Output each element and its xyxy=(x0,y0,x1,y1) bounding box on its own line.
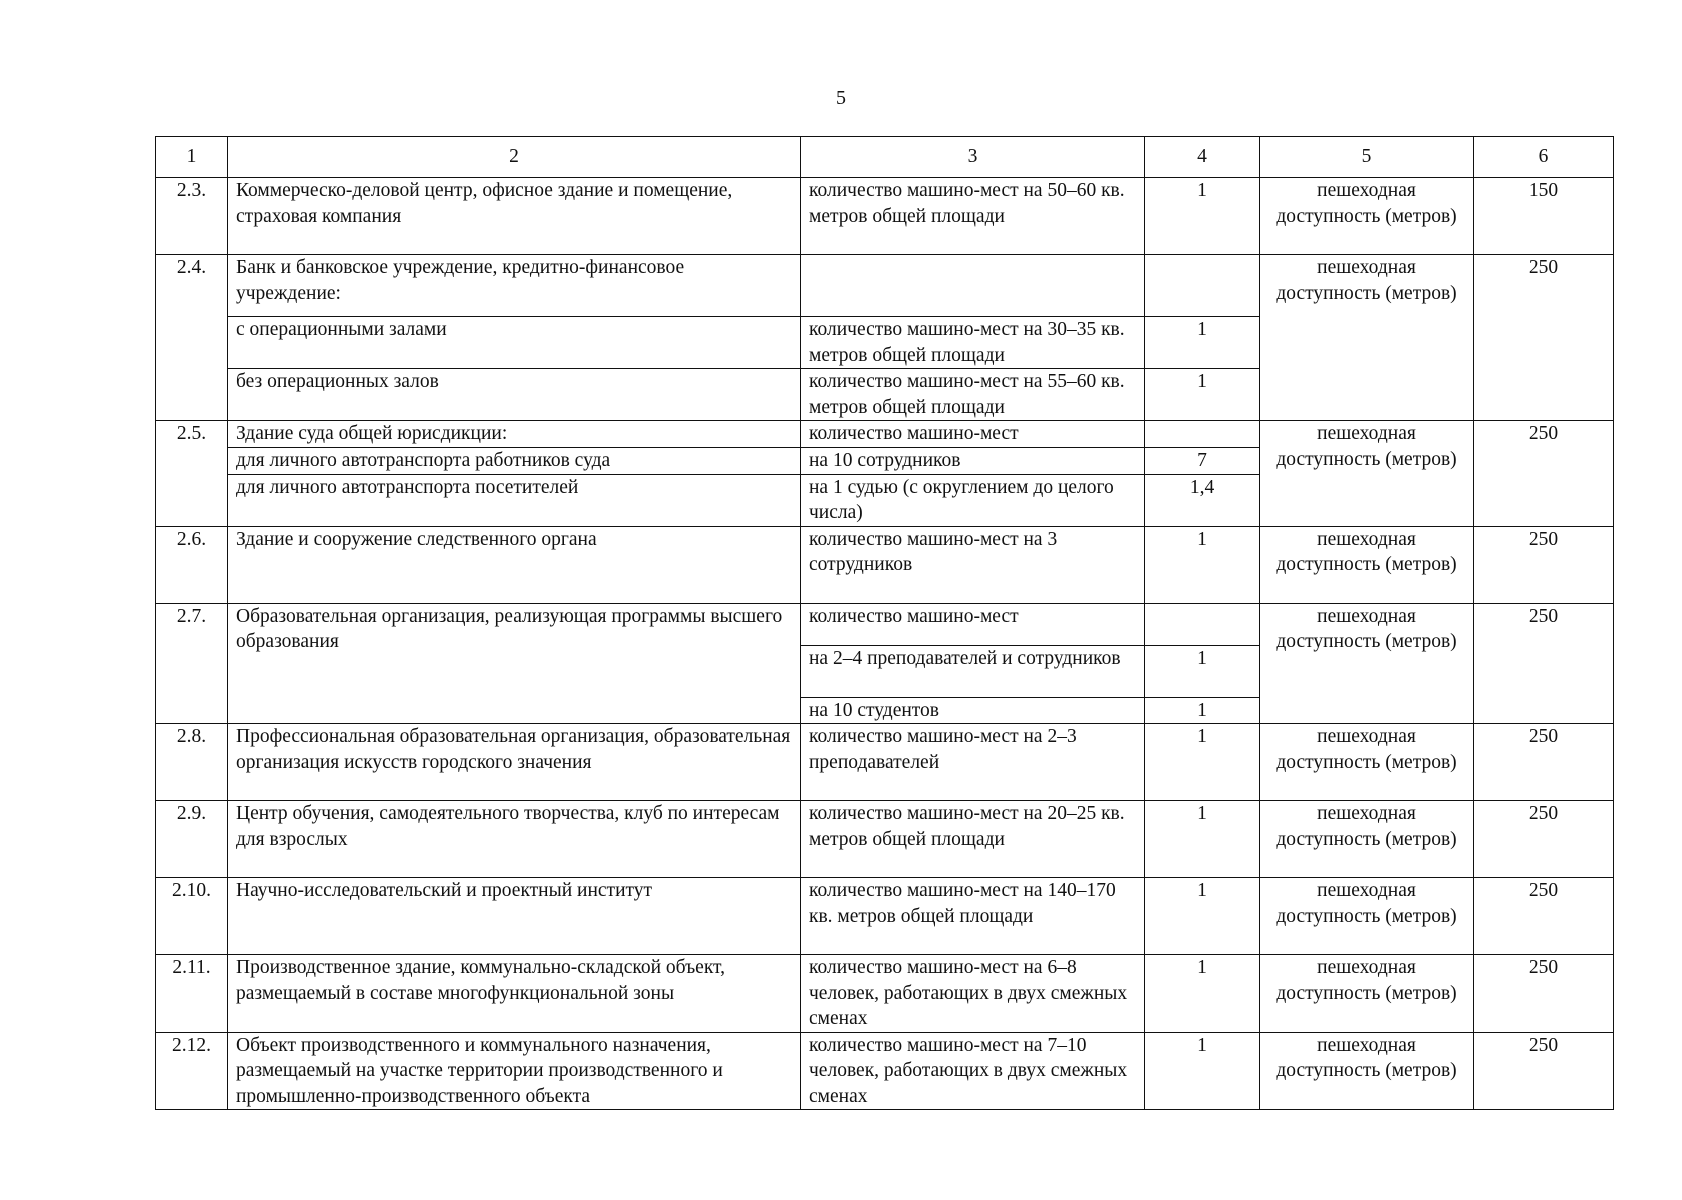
item-number: 2.10. xyxy=(156,878,228,955)
distance-meters: 250 xyxy=(1474,526,1614,603)
item-number: 2.12. xyxy=(156,1032,228,1110)
calculation-unit xyxy=(801,255,1145,317)
table-row xyxy=(156,421,1614,448)
accessibility-type: пешеходная доступность (метров) xyxy=(1260,421,1474,527)
object-type: Объект производственного и коммунального назначения, размещаемый на участке территории производственного и промышленно-производственного объекта xyxy=(228,1032,801,1110)
table-row xyxy=(156,955,1614,1033)
object-subtype: с операционными залами xyxy=(228,317,801,369)
calculation-unit: количество машино-мест xyxy=(801,603,1145,645)
spaces-count: 1,4 xyxy=(1145,474,1260,526)
calculation-unit: на 10 сотрудников xyxy=(801,448,1145,475)
accessibility-type: пешеходная доступность (метров) xyxy=(1260,724,1474,801)
table-row xyxy=(156,878,1614,955)
spaces-count xyxy=(1145,603,1260,645)
calculation-unit: количество машино-мест на 50–60 кв. метров общей площади xyxy=(801,178,1145,255)
header-cell: 2 xyxy=(228,137,801,178)
object-type: Производственное здание, коммунально-складской объект, размещаемый в составе многофункциональной зоны xyxy=(228,955,801,1033)
distance-meters: 250 xyxy=(1474,421,1614,527)
calculation-unit: количество машино-мест на 140–170 кв. метров общей площади xyxy=(801,878,1145,955)
item-number: 2.11. xyxy=(156,955,228,1033)
accessibility-type: пешеходная доступность (метров) xyxy=(1260,255,1474,421)
item-number: 2.4. xyxy=(156,255,228,421)
item-number: 2.8. xyxy=(156,724,228,801)
header-cell: 6 xyxy=(1474,137,1614,178)
item-number: 2.3. xyxy=(156,178,228,255)
object-type: Профессиональная образовательная организация, образовательная организация искусств городского значения xyxy=(228,724,801,801)
header-cell: 1 xyxy=(156,137,228,178)
calculation-unit: на 2–4 преподавателей и сотрудников xyxy=(801,645,1145,697)
accessibility-type: пешеходная доступность (метров) xyxy=(1260,1032,1474,1110)
spaces-count: 1 xyxy=(1145,1032,1260,1110)
object-type: Банк и банковское учреждение, кредитно-финансовое учреждение: xyxy=(228,255,801,317)
accessibility-type: пешеходная доступность (метров) xyxy=(1260,801,1474,878)
calculation-unit: количество машино-мест на 7–10 человек, работающих в двух смежных сменах xyxy=(801,1032,1145,1110)
table-row xyxy=(156,526,1614,603)
calculation-unit: количество машино-мест на 3 сотрудников xyxy=(801,526,1145,603)
spaces-count: 1 xyxy=(1145,955,1260,1033)
spaces-count: 1 xyxy=(1145,526,1260,603)
distance-meters: 250 xyxy=(1474,1032,1614,1110)
spaces-count: 1 xyxy=(1145,369,1260,421)
distance-meters: 150 xyxy=(1474,178,1614,255)
table-row xyxy=(156,178,1614,255)
distance-meters: 250 xyxy=(1474,255,1614,421)
spaces-count: 1 xyxy=(1145,645,1260,697)
object-subtype: без операционных залов xyxy=(228,369,801,421)
distance-meters: 250 xyxy=(1474,955,1614,1033)
table-header-row xyxy=(156,137,1614,178)
distance-meters: 250 xyxy=(1474,878,1614,955)
distance-meters: 250 xyxy=(1474,603,1614,724)
accessibility-type: пешеходная доступность (метров) xyxy=(1260,955,1474,1033)
calculation-unit: количество машино-мест на 30–35 кв. метров общей площади xyxy=(801,317,1145,369)
calculation-unit: количество машино-мест на 20–25 кв. метров общей площади xyxy=(801,801,1145,878)
accessibility-type: пешеходная доступность (метров) xyxy=(1260,603,1474,724)
header-cell: 4 xyxy=(1145,137,1260,178)
header-cell: 5 xyxy=(1260,137,1474,178)
accessibility-type: пешеходная доступность (метров) xyxy=(1260,878,1474,955)
spaces-count: 1 xyxy=(1145,724,1260,801)
header-cell: 3 xyxy=(801,137,1145,178)
item-number: 2.6. xyxy=(156,526,228,603)
table-row xyxy=(156,1032,1614,1110)
spaces-count xyxy=(1145,421,1260,448)
page-number: 5 xyxy=(836,87,846,109)
accessibility-type: пешеходная доступность (метров) xyxy=(1260,526,1474,603)
object-type: Центр обучения, самодеятельного творчества, клуб по интересам для взрослых xyxy=(228,801,801,878)
distance-meters: 250 xyxy=(1474,724,1614,801)
item-number: 2.5. xyxy=(156,421,228,527)
spaces-count: 1 xyxy=(1145,878,1260,955)
table-row xyxy=(156,255,1614,317)
table-row xyxy=(156,724,1614,801)
distance-meters: 250 xyxy=(1474,801,1614,878)
object-subtype: для личного автотранспорта посетителей xyxy=(228,474,801,526)
spaces-count: 1 xyxy=(1145,697,1260,724)
calculation-unit: количество машино-мест xyxy=(801,421,1145,448)
calculation-unit: количество машино-мест на 55–60 кв. метров общей площади xyxy=(801,369,1145,421)
object-type: Коммерческо-деловой центр, офисное здание и помещение, страховая компания xyxy=(228,178,801,255)
spaces-count: 1 xyxy=(1145,178,1260,255)
object-type: Здание и сооружение следственного органа xyxy=(228,526,801,603)
object-type: Здание суда общей юрисдикции: xyxy=(228,421,801,448)
accessibility-type: пешеходная доступность (метров) xyxy=(1260,178,1474,255)
item-number: 2.7. xyxy=(156,603,228,724)
calculation-unit: количество машино-мест на 6–8 человек, работающих в двух смежных сменах xyxy=(801,955,1145,1033)
object-type: Образовательная организация, реализующая программы высшего образования xyxy=(228,603,801,724)
spaces-count: 1 xyxy=(1145,801,1260,878)
object-type: Научно-исследовательский и проектный институт xyxy=(228,878,801,955)
calculation-unit: на 10 студентов xyxy=(801,697,1145,724)
parking-norms-table xyxy=(155,136,1614,1110)
spaces-count: 7 xyxy=(1145,448,1260,475)
calculation-unit: на 1 судью (с округлением до целого числа) xyxy=(801,474,1145,526)
spaces-count xyxy=(1145,255,1260,317)
calculation-unit: количество машино-мест на 2–3 преподавателей xyxy=(801,724,1145,801)
object-subtype: для личного автотранспорта работников суда xyxy=(228,448,801,475)
spaces-count: 1 xyxy=(1145,317,1260,369)
table-row xyxy=(156,801,1614,878)
table-row xyxy=(156,603,1614,645)
item-number: 2.9. xyxy=(156,801,228,878)
